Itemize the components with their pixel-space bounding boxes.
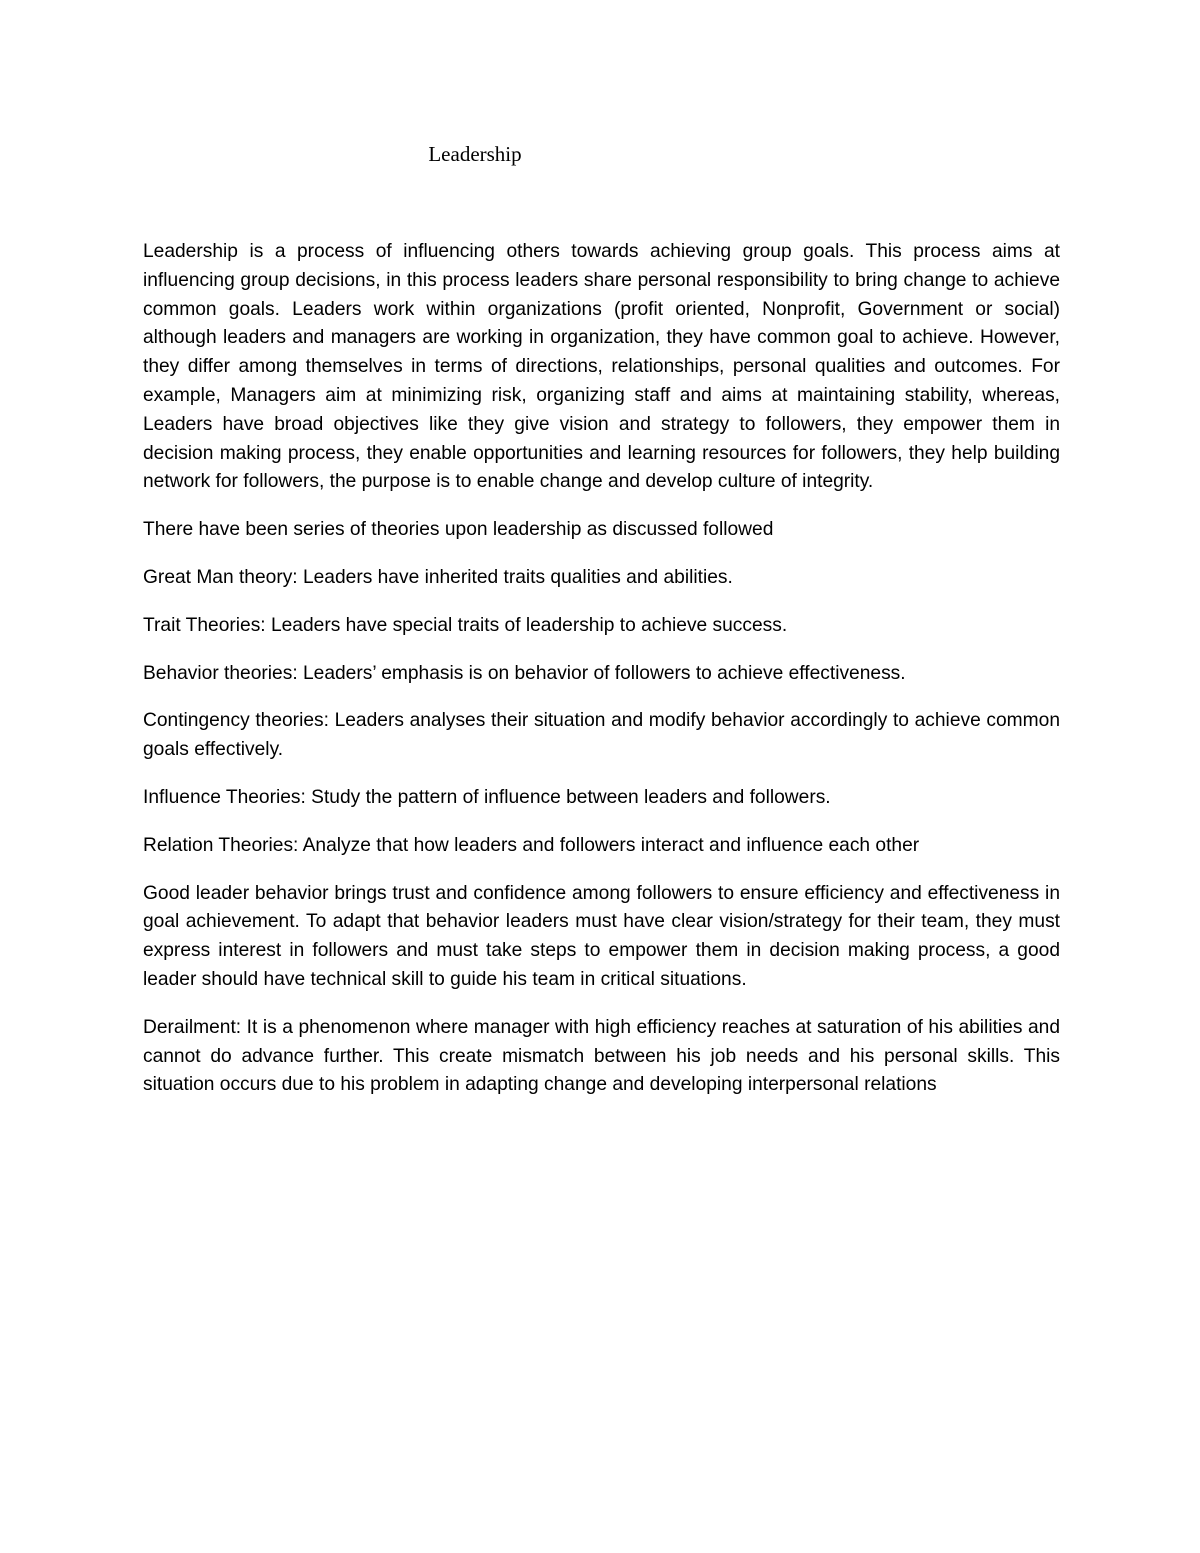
paragraph-behavior-theories: Behavior theories: Leaders’ emphasis is on behavior of followers to achieve effectiveness. bbox=[143, 662, 906, 684]
paragraph-great-man-theory: Great Man theory: Leaders have inherited traits qualities and abilities. bbox=[143, 566, 733, 588]
paragraph-derailment: Derailment: It is a phenomenon where manager with high efficiency reaches at saturation of his abilities and cannot do advance further. This create mismatch between his job needs and his personal skills. This situation occurs due to his problem in adapting change and developing interpersonal relations bbox=[143, 1016, 1060, 1096]
paragraph-contingency-theories: Contingency theories: Leaders analyses their situation and modify behavior accordingly to achieve common goals effectively. bbox=[143, 710, 1060, 761]
paragraph-influence-theories: Influence Theories: Study the pattern of influence between leaders and followers. bbox=[143, 786, 831, 808]
paragraph-intro: Leadership is a process of influencing others towards achieving group goals. This process aims at influencing group decisions, in this process leaders share personal responsibility to bring change to achieve common goals. Leaders work within organizations (profit oriented, Nonprofit, Government or social) although leaders and managers are working in organization, they have common goal to achieve. However, they differ among themselves in terms of directions, relationships, personal qualities and outcomes. For example, Managers aim at minimizing risk, organizing staff and aims at maintaining stability, whereas, Leaders have broad objectives like they give vision and strategy to followers, they empower them in decision making process, they enable opportunities and learning resources for followers, they help building network for followers, the purpose is to enable change and develop culture of integrity. bbox=[143, 241, 1060, 493]
document-title: Leadership bbox=[428, 142, 522, 166]
paragraph-good-leader-behavior: Good leader behavior brings trust and confidence among followers to ensure efficiency and effectiveness in goal achievement. To adapt that behavior leaders must have clear vision/strategy for their team, they must express interest in followers and must take steps to empower them in decision making process, a good leader should have technical skill to guide his team in critical situations. bbox=[143, 882, 1060, 990]
paragraph-theories-intro: There have been series of theories upon leadership as discussed followed bbox=[143, 519, 774, 541]
document-body bbox=[143, 238, 1060, 1119]
paragraph-relation-theories: Relation Theories: Analyze that how leaders and followers interact and influence each other bbox=[143, 834, 920, 856]
paragraph-trait-theories: Trait Theories: Leaders have special traits of leadership to achieve success. bbox=[143, 614, 788, 636]
